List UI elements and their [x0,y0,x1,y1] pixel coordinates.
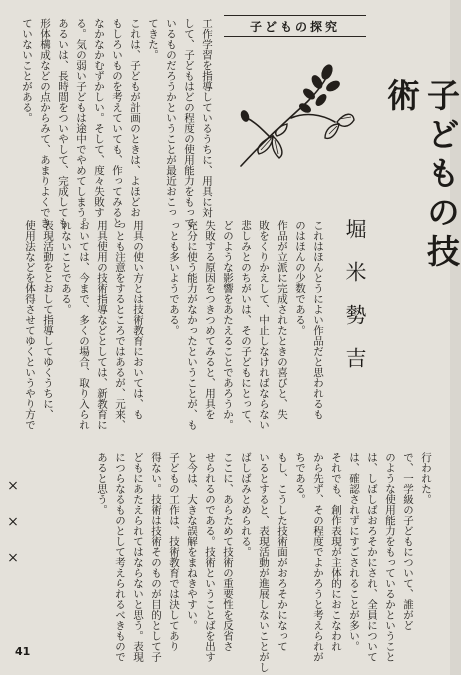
text-column: 失敗する原因をつきつめてみると、用具を [204,220,216,420]
text-column: 充分に使う能力がなかったということが、も [186,220,198,430]
text-column: あると思う。 [96,452,108,515]
series-label: 子どもの探究 [249,19,340,34]
text-column: これはほんとうによい作品だと思われるも [312,220,324,420]
text-column: 用具使用の技術指導などとしては、新教育に [96,220,108,430]
text-column: せられるのである。技術ということばを出す [204,452,216,662]
text-column: 工作学習を指導しているうちに、用具に対 [201,18,213,218]
text-column: それでも、創作表現が主体的におこなわれ [330,452,342,652]
text-column: ここに、あらためて技術の重要性を反省さ [222,452,234,652]
text-column: 得ない。技術は技術そのものが目的として子 [150,452,162,662]
text-column: ばしばみとめられる。 [240,452,252,557]
flower-branch-illustration [233,62,356,170]
text-column: 形体構成などの点からみて、あまりよくでき [39,18,51,228]
author-name: 堀米勢吉 [343,218,367,390]
text-column: これは、子どもが計画のときは、よほどお [129,18,141,218]
text-column: 敗をくりかえして、中止しなければならない [258,220,270,430]
text-column: 作品が立派に完成されたときの喜びと、失 [276,220,288,420]
text-column: ちである。 [294,452,306,505]
text-column: どのような影響をあたえることであろうか。 [222,220,234,430]
text-column: は、確認されずにすごされることが多い。 [348,452,360,652]
text-column: で、一学級の子どもについて、誰がど [402,452,414,631]
text-column: から先ず、その程度でよかろうと考えられが [312,452,324,662]
text-column: なかなかむずかしい。そして、度々失敗す [93,18,105,218]
text-column: 使用法などを体得させてゆくというやり方で [24,220,36,430]
text-column: どもにあたえられてはならないと思う。表現 [132,452,144,662]
text-column: もしろいものを考えていても、作ってみると [111,18,123,228]
text-column: と今は、大きな誤解をまねきやすい。 [186,452,198,631]
text-column: もし、こうした技術面がおろそかになって [276,452,288,652]
text-column: てきた。 [147,18,159,60]
text-column: る。気の弱い子どもは途中でやめてしまう。 [75,18,87,228]
text-column: のはほんの少数である。 [294,220,306,336]
text-column: いるとすると、表現活動が進展しないことがし [258,452,270,673]
text-column: 子どもの工作は、技術教育では決してあり [168,452,180,652]
text-column: して、子どもはどの程度の使用能力をもって [183,18,195,228]
text-column: 悲しみとのちがいは、その子どもにとって、 [240,220,252,430]
text-column: につらなるものとして考えられるべきもので [114,452,126,662]
text-column: あるいは、長時間をついやして、完成しても [57,18,69,228]
text-column: のような使用能力をもっているかということ [384,452,396,662]
text-column: ていないことがある。 [21,18,33,123]
text-column: いるものだろうかということが最近おこっ [165,18,177,218]
page-number: 41 [15,645,31,658]
text-column: 用具の使い方とは技術教育においては、も [132,220,144,420]
series-header [224,15,366,37]
text-column: れないことである。 [60,220,72,315]
section-break-marks: ××× [5,478,21,586]
text-column: おいては、今まで、多くの場合、取り入られ [78,220,90,430]
text-column: っとも多いようである。 [168,220,180,336]
text-column: 表現活動をとおして指導してゆくうちに、 [42,220,54,420]
article-title: 子どもの技術 [382,78,461,273]
text-column: っとも注意をするところではあるが、元来、 [114,220,126,430]
text-column: 行われた。 [420,452,432,505]
text-column: は、しばしばおろそかにされ、全員について [366,452,378,662]
